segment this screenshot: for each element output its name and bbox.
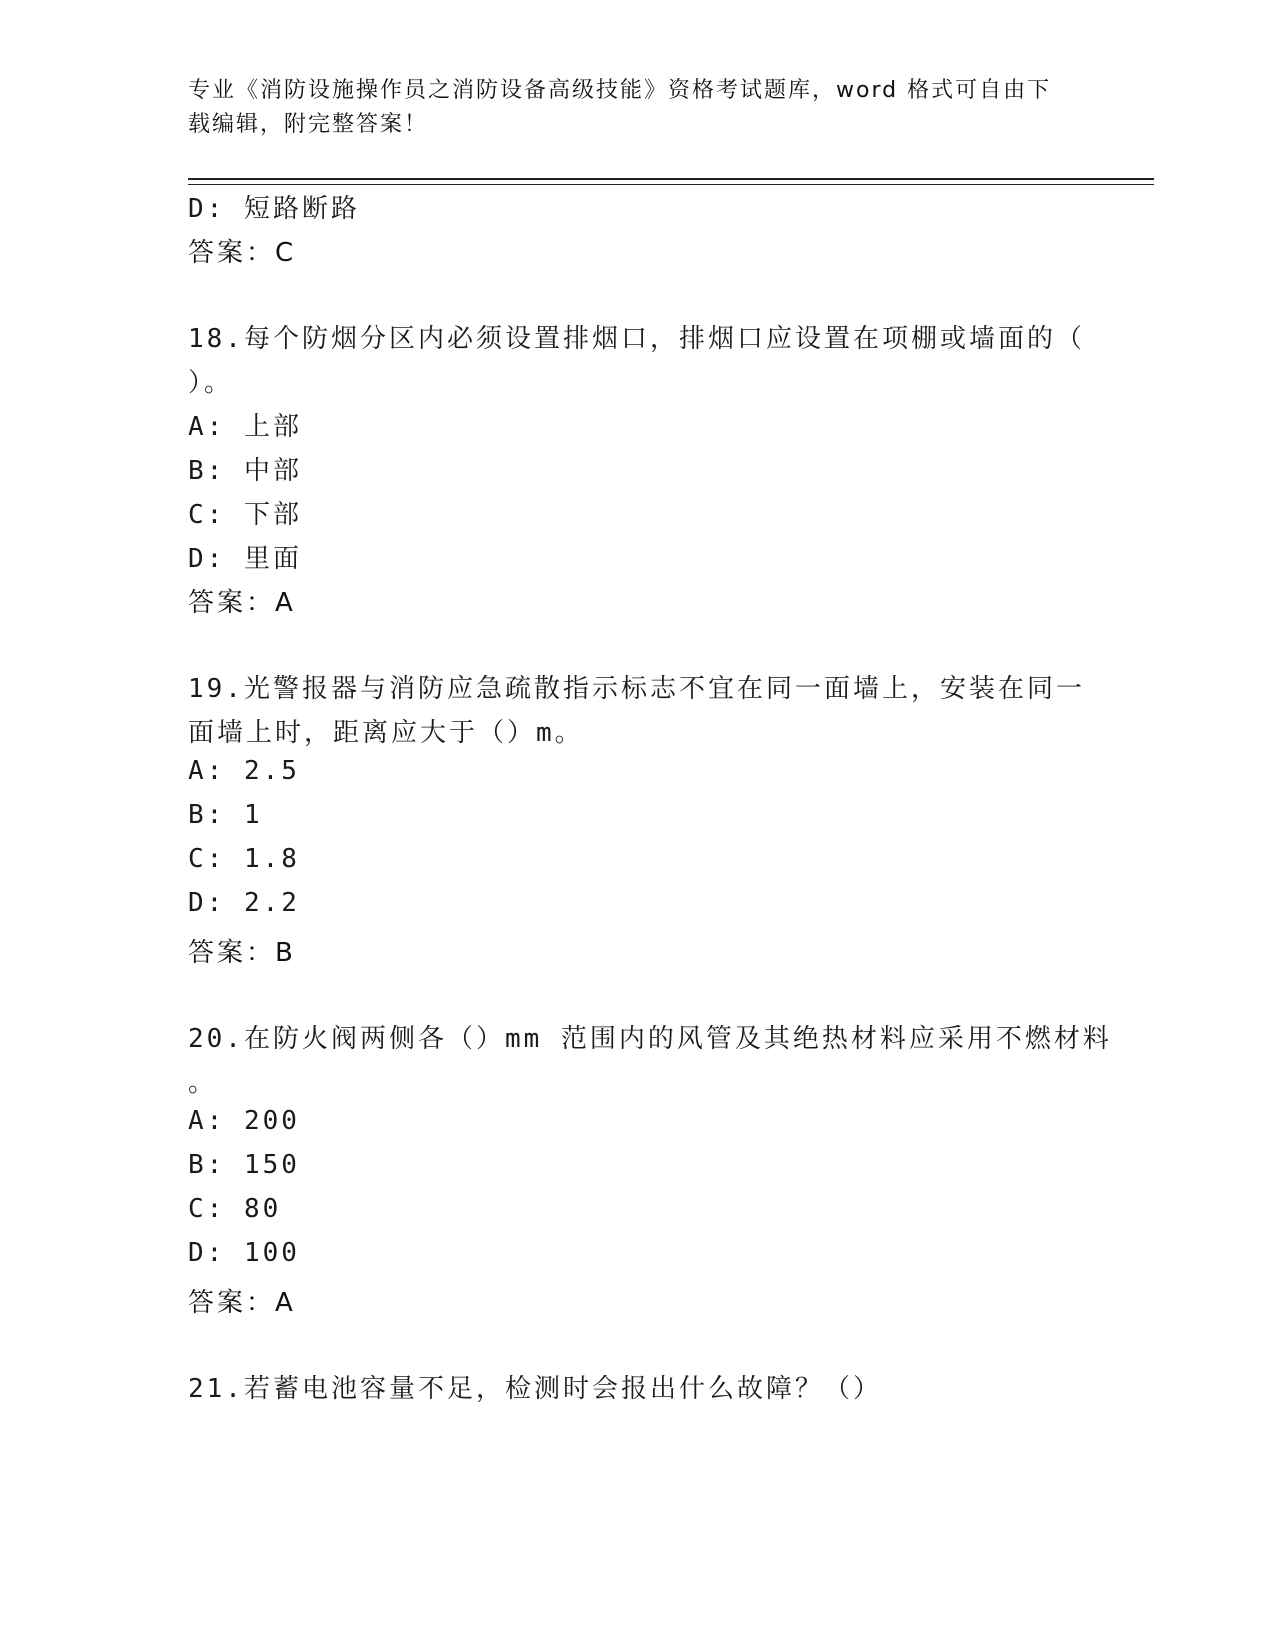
question-20-option-b: B: 150 (188, 1150, 300, 1180)
document-header (188, 74, 1068, 142)
question-19-option-c: C: 1.8 (188, 844, 300, 874)
question-21-stem-line-1: 21.若蓄电池容量不足，检测时会报出什么故障？（） (188, 1374, 882, 1404)
question-20-answer: 答案：A (188, 1288, 296, 1318)
question-18-option-c: C: 下部 (188, 500, 302, 530)
question-19-option-d: D: 2.2 (188, 888, 300, 918)
header-line-2: 载编辑，附完整答案！ (188, 112, 429, 137)
question-19-answer: 答案：B (188, 938, 296, 968)
question-18-option-d: D: 里面 (188, 544, 302, 574)
header-rule-thick (188, 178, 1154, 180)
question-18-option-b: B: 中部 (188, 456, 302, 486)
question-19-option-a: A: 2.5 (188, 756, 300, 786)
header-line-1: 专业《消防设施操作员之消防设备高级技能》资格考试题库，word 格式可自由下 (188, 78, 1052, 103)
question-20-stem-line-1: 20.在防火阀两侧各（）mm 范围内的风管及其绝热材料应采用不燃材料 (188, 1024, 1112, 1054)
question-18-answer: 答案：A (188, 588, 296, 618)
prev-option-d: D: 短路断路 (188, 194, 360, 224)
question-18-stem-line-2: ）。 (188, 368, 234, 398)
header-rule-thin (188, 184, 1154, 185)
question-18-option-a: A: 上部 (188, 412, 302, 442)
question-20-option-d: D: 100 (188, 1238, 300, 1268)
question-19-stem-line-1: 19.光警报器与消防应急疏散指示标志不宜在同一面墙上，安装在同一 (188, 674, 1085, 704)
question-19-option-b: B: 1 (188, 800, 263, 830)
question-19-stem-line-2: 面墙上时，距离应大于（）m。 (188, 718, 584, 748)
prev-answer: 答案：C (188, 238, 297, 268)
question-20-option-c: C: 80 (188, 1194, 282, 1224)
question-20-stem-line-2: 。 (188, 1068, 218, 1098)
question-18-stem-line-1: 18.每个防烟分区内必须设置排烟口，排烟口应设置在项棚或墙面的（ (188, 324, 1085, 354)
question-20-option-a: A: 200 (188, 1106, 300, 1136)
